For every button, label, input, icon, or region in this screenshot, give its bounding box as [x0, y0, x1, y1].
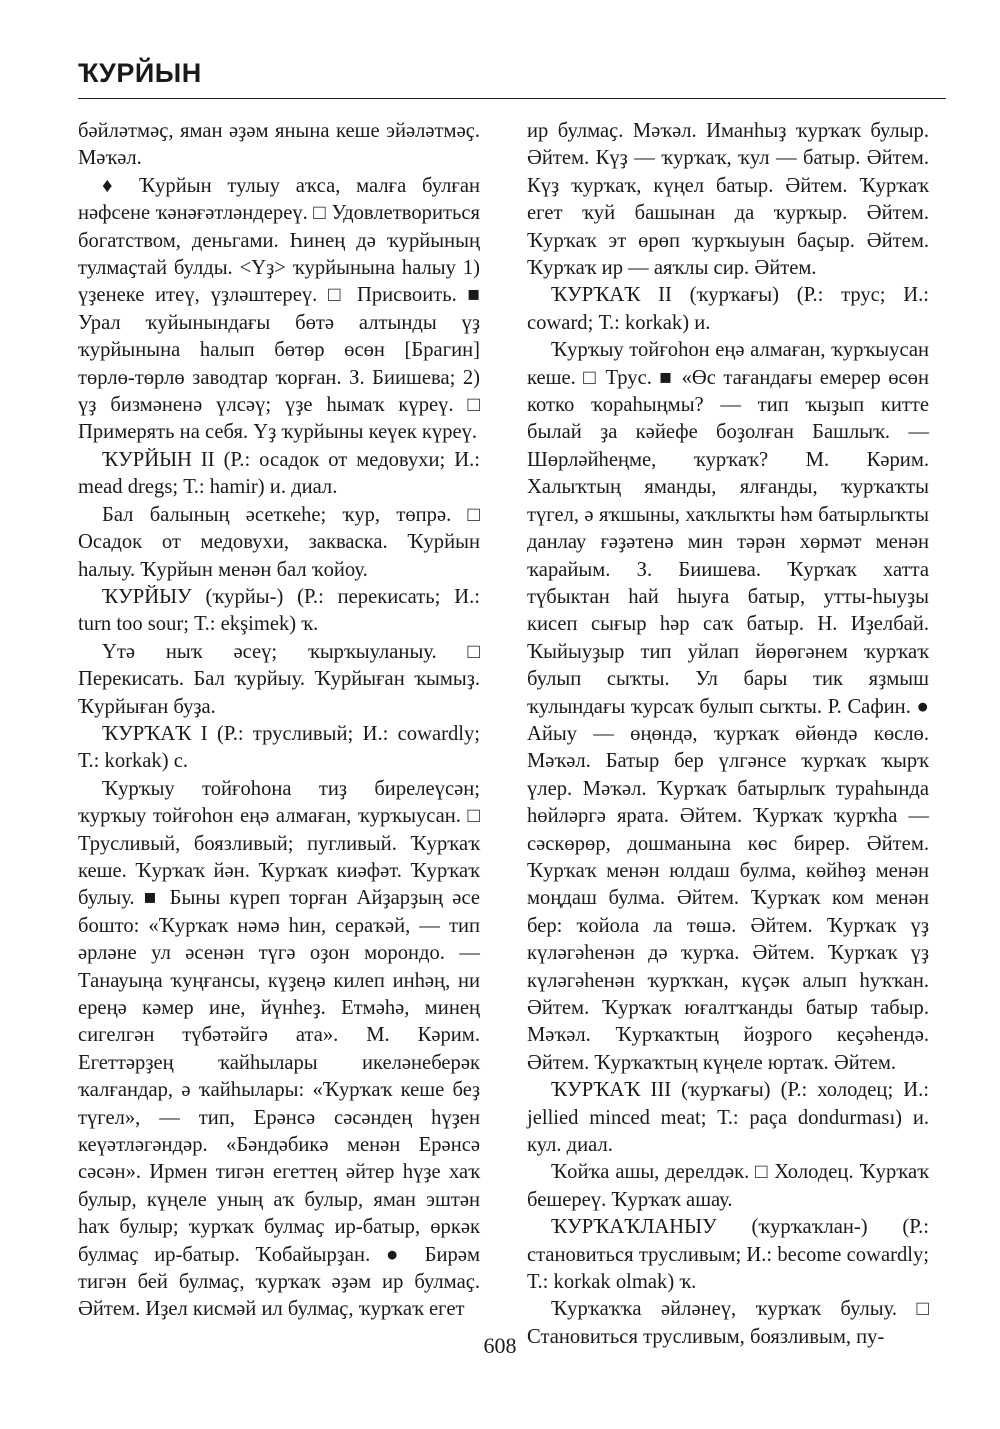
page-header-title: ҠУРЙЫН — [78, 58, 202, 88]
entry-kurkaklanyu-head: ҠУРҠАҠЛАНЫУ (ҡурҡаҡлан-) (Р.: становиться трусливым; И.: become cowardly; Т.: korkak olmak) ҡ. — [527, 1216, 929, 1294]
entry-kurkak-2-head: ҠУРҠАҠ II (ҡурҡағы) (Р.: трус; И.: coward; Т.: korkak) и. — [527, 284, 929, 334]
entry-kuryiu-head: ҠУРЙЫУ (ҡурйы-) (Р.: перекисать; И.: turn too sour; Т.: ekşimek) ҡ. — [78, 585, 480, 636]
entry-kurkak-1-head: ҠУРҠАҠ I (Р.: трусливый; И.: cowardly; Т.: korkak) с. — [78, 722, 480, 773]
right-paragraph-1: ир булмаҫ. Мәҡәл. Иманһыҙ ҡурҡаҡ булыр. Әйтем. Күҙ — ҡурҡаҡ, ҡул — батыр. Әйтем. Күҙ ҡурҡаҡ, күңел батыр. Әйтем. Ҡурҡаҡ егет ҡуй башынан да ҡурҡыр. Әйтем. Ҡурҡаҡ эт өрөп ҡурҡыуын баҫыр. Әйтем. Ҡурҡаҡ ир — аяҡлы сир. Әйтем. — [527, 120, 929, 280]
left-column — [78, 118, 480, 1324]
entry-kurkaklanyu-body: Ҡурҡаҡҡа әйләнеү, ҡурҡаҡ булыу. □ Становиться трусливым, боязливым, пу- — [527, 1298, 929, 1348]
left-paragraph-1: бәйләтмәҫ, яман әҙәм янына кеше эйәләтмәҫ. Мәҡәл. — [78, 120, 480, 170]
right-column — [527, 118, 929, 1351]
entry-kurkak-2-body: Ҡурҡыу тойғоһон еңә алмаған, ҡурҡыусан кеше. □ Трус. ■ «Өс тағандағы емерер өсөн котко ҡораһыңмы? — тип ҡыҙып китте былай ҙа кәйефе боҙолған Башлыҡ. — Шөрләйһеңме, ҡурҡаҡ? М. Кәрим. Халыҡтың яманды, ялғанды, ҡурҡаҡты түгел, ә яҡшыны, хаҡлыҡты һәм батырлыҡты данлау ғәҙәтенә мин тәрән хөрмәт менән ҡарайым. З. Биишева. Ҡурҡаҡ хатта түбыктан һай һыуға батыр, утты-һыуҙы кисеп сығыр һәр саҡ батыр. Н. Иҙелбай. Ҡыйыуҙыр тип уйлап йөрөгәнем ҡурҡаҡ булып сыҡты. Ул бары тик яҙмыш ҡулындағы ҡурсаҡ булып сыҡты. Р. Сафин. ● Айыу — өңөндә, ҡурҡаҡ өйөндә көслө. Мәҡәл. Батыр бер үлгәнсе ҡурҡаҡ ҡырҡ үлер. Мәҡәл. Ҡурҡаҡ батырлыҡ тураһында һөйләргә ярата. Әйтем. Ҡурҡаҡ ҡурҡһа — сәскөрөр, дошманына көс бирер. Әйтем. Ҡурҡаҡ менән юлдаш булма, көйһөҙ менән моңдаш булма. Әйтем. Ҡурҡаҡ ком менән бер: ҡойола ла төшә. Әйтем. Ҡурҡаҡ үҙ күләгәһенән дә ҡурҡа. Әйтем. Ҡурҡаҡ үҙ күләгәһенән ҡурҡҡан, күҫәк алып һуҡҡан. Әйтем. Ҡурҡаҡ юғалтҡанды батыр табыр. Мәҡәл. Ҡурҡаҡтың йоҙрогo кеҫәһендә. Әйтем. Ҡурҡаҡтың күңеле юртаҡ. Әйтем. — [527, 339, 929, 1074]
header-rule — [78, 98, 946, 99]
entry-kurkak-3-body: Ҡойҡа ашы, дерелдәк. □ Холодец. Ҡурҡаҡ бешереү. Ҡурҡаҡ ашау. — [527, 1161, 929, 1211]
page-number: 608 — [483, 1333, 517, 1358]
left-paragraph-2: ♦ Ҡурйын тулыу аҡса, малға булған нәфсене ҡәнәғәтләндереү. □ Удовлетвориться богатством, деньгами. Һинең дә ҡурйының тулмаҫтай булды. <Үҙ> ҡурйынына һалыу 1) үҙенеке итеү, үҙләштереү. □ Присвоить. ■ Урал ҡуйынындағы бөтә алтынды үҙ ҡурйынына һалып бөтөр өсөн [Брагин] төрлө-төрлө заводтар ҡорған. З. Биишева; 2) үҙ бизмәненә үлсәү; үҙе һымаҡ күреү. □ Примерять на себя. Үҙ ҡурйыны кеүек күреү. — [78, 174, 480, 444]
entry-kurkak-3-head: ҠУРҠАҠ III (ҡурҡағы) (Р.: холодец; И.: jellied minced meat; Т.: paça dondurması) и. кул. диал. — [527, 1079, 929, 1157]
entry-kuryin-2-body: Бал балының әсеткеһе; ҡур, төпрә. □ Осадок от медовухи, закваска. Ҡурйын һалыу. Ҡурйын менән бал ҡойоу. — [78, 503, 480, 581]
entry-kuryiu-body: Үтә ныҡ әсеү; ҡырҡыуланыу. □ Перекисать. Бал ҡурйыу. Ҡурйыған ҡымыҙ. Ҡурйыған буҙа. — [78, 640, 480, 718]
entry-kurkak-1-body: Ҡурҡыу тойғоһона тиҙ бирелеүсән; ҡурҡыу тойғоһон еңә алмаған, ҡурҡыусан. □ Трусливый, боязливый; пугливый. Ҡурҡаҡ кеше. Ҡурҡаҡ йән. Ҡурҡаҡ киәфәт. Ҡурҡаҡ булыу. ■ Быны күреп торған Айҙарҙың әсе бошто: «Ҡурҡаҡ нәмә һин, сераҡәй, — тип әрләне ул әсенән түгә оҙон морондо. — Танауыңа ҡуңғансы, күҙеңә килеп инһәң, ни ереңә кәмер ине, йүнһеҙ. Етмәһә, минең сигелгән түбәтәйгә ата». М. Кәрим. Егеттәрҙең ҡайһылары икеләнеберәк ҡалғандар, ә ҡайһылары: «Ҡурҡаҡ кеше беҙ түгел», — тип, Ерәнсә сәсәндең һүҙен кеүәтләгәндәр. «Бәндәбикә менән Ерәнсә сәсән». Ирмен тигән егеттең әйтер һүҙе хаҡ булыр, күңеле уның аҡ булыр, яман эштән һаҡ булыр; ҡурҡаҡ булмаҫ ир-батыр, өркәк булмаҫ ир-батыр. Ҡобайырҙан. ● Бирәм тигән бей булмаҫ, ҡурҡаҡ әҙәм ир булмаҫ. Әйтем. Иҙел кисмәй ил булмаҫ, ҡурҡаҡ егет — [78, 777, 480, 1321]
entry-kuryin-2-head: ҠУРЙЫН II (Р.: осадок от медовухи; И.: mead dregs; Т.: hamir) и. диал. — [78, 448, 480, 499]
